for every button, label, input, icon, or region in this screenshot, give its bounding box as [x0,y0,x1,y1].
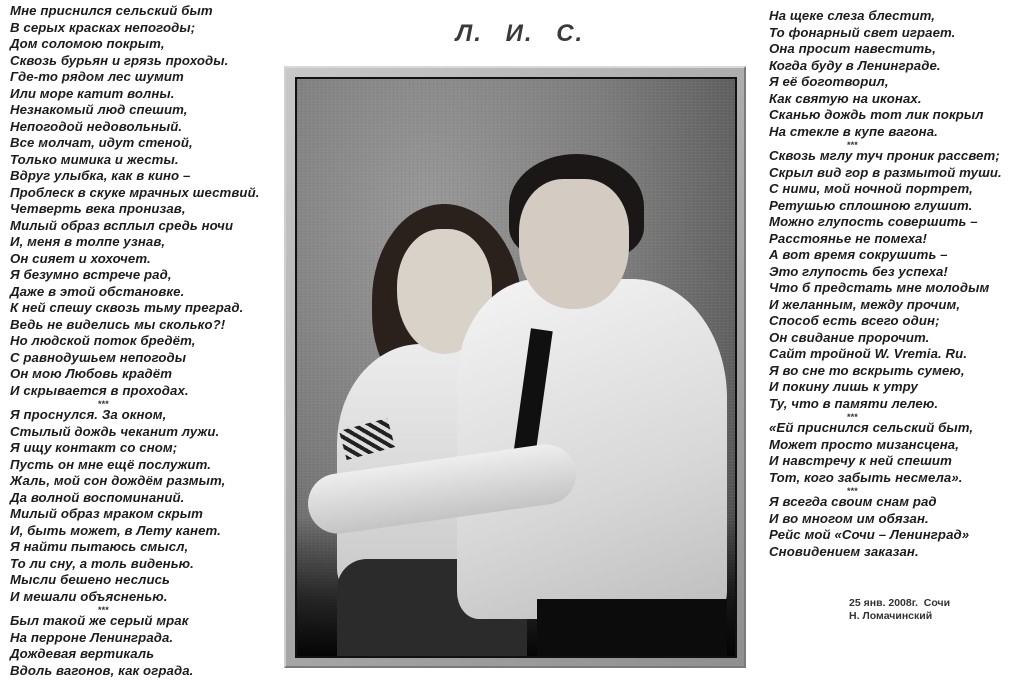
poem-line: С равнодушьем непогоды [10,349,187,365]
poem-line: Проблеск в скуке мрачных шествий. [10,184,260,200]
poem-line: То фонарный свет играет. [769,24,956,40]
stanza-separator: *** [847,412,858,422]
poem-line: Где-то рядом лес шумит [10,69,184,84]
poem-line: Может просто мизансцена, [769,436,959,452]
poem-line: Милый образ всплыл средь ночи [10,217,234,233]
poem-line: Вдоль вагонов, как ограда. [10,662,194,678]
poem-line: Как святую на иконах. [769,90,922,106]
poem-line: Ведь не виделись мы сколько?! [10,316,226,332]
poem-line: «Ей приснился сельский быт, [769,420,974,435]
poem-line: Дом соломою покрыт, [10,36,165,51]
poem-line: И покину лишь к утру [769,379,918,394]
stanza-separator: *** [847,486,858,496]
poem-line: Я во сне то вскрыть сумею, [769,362,965,378]
man-shirt [457,279,727,619]
poem-line: И навстречу к ней спешит [769,453,952,468]
poem-line: Сквозь бурьян и грязь проходы. [10,52,229,68]
poem-line: Ретушью сплошною глушит. [769,197,973,213]
poem-line: Вдруг улыбка, как в кино – [10,168,191,183]
poem-line: Все молчат, идут стеной, [10,135,193,150]
poem-line: И скрывается в проходах. [10,382,189,398]
poem-line: Но людской поток бредёт, [10,333,196,348]
poem-line: Тот, кого забыть несмела». [769,469,963,485]
poem-line: Скрыл вид гор в размытой туши. [769,164,1002,180]
poem-line: На щеке слеза блестит, [769,8,936,23]
poem-line: Только мимика и жесты. [10,151,179,167]
poem-line: Непогодой недовольный. [10,118,183,134]
poem-line: К ней спешу сквозь тьму преград. [10,300,244,315]
poem-line: Незнакомый люд спешит, [10,102,188,117]
signature-author: Н. Ломачинский [849,610,933,622]
poem-line: Мне приснился сельский быт [10,3,213,18]
poem-line: Милый образ мраком скрыт [10,506,203,521]
poem-line: И мешали объясненью. [10,588,168,604]
poem-line: И, быть может, в Лету канет. [10,522,221,538]
signature [849,597,950,623]
photo-frame [284,66,746,668]
poem-line: Или море катит волны. [10,85,175,101]
poem-line: Я найти пытаюсь смысл, [10,539,189,554]
poem-line: Мысли бешено неслись [10,572,170,587]
poem-line: Ту, что в памяти лелею. [769,395,939,411]
poem-line: Дождевая вертикаль [10,646,155,661]
poem-line: Расстоянье не помеха! [769,230,927,246]
poem-line: Я всегда своим снам рад [769,494,937,509]
poem-line: Даже в этой обстановке. [10,283,185,299]
poem-line: Сканью дождь тот лик покрыл [769,107,984,122]
poem-line: Был такой же серый мрак [10,613,189,628]
poem-line: Да волной воспоминаний. [10,489,185,505]
poem-line: Что б предстать мне молодым [769,280,990,295]
poem-line: Жаль, мой сон дождём размыт, [10,473,226,488]
poem-line: Сновидением заказан. [769,543,919,559]
poem-line: Я ищу контакт со сном; [10,440,178,455]
poem-line: Я её боготворил, [769,74,889,89]
poem-line: Четверть века пронизав, [10,201,186,216]
poem-line: С ними, мой ночной портрет, [769,181,973,196]
poem-line: И, меня в толпе узнав, [10,234,166,249]
poem-line: Он сияет и хохочет. [10,250,151,266]
poem-line: Стылый дождь чеканит лужи. [10,423,220,439]
poem-line: Это глупость без успеха! [769,263,948,279]
poem-right-column [769,8,1002,560]
man-pants [537,599,727,658]
poem-line: Он мою Любовь крадёт [10,366,173,381]
poem-line: Способ есть всего один; [769,313,940,328]
poem-line: На стекле в купе вагона. [769,123,938,139]
poem-line: И во многом им обязан. [769,510,929,526]
poem-line: Сайт тройной W. Vremia. Ru. [769,346,968,361]
poem-line: Я проснулся. За окном, [10,407,167,422]
poem-line: Я безумно встрече рад, [10,267,172,282]
poem-line: То ли сну, а толь виденью. [10,555,194,571]
couple-photo [295,77,737,658]
poem-line: Он свидание пророчит. [769,329,930,345]
poem-line: А вот время сокрушить – [769,247,948,262]
stanza-separator: *** [98,399,109,409]
stanza-separator: *** [98,605,109,615]
poem-line: Она просит навестить, [769,41,937,56]
signature-date-place: 25 янв. 2008г. Сочи [849,597,951,609]
stanza-separator: *** [847,140,858,150]
poem-line: На перроне Ленинграда. [10,629,174,645]
poem-line: В серых красках непогоды; [10,19,196,35]
poem-line: Сквозь мглу туч проник рассвет; [769,148,1000,163]
poem-line: Можно глупость совершить – [769,214,978,229]
poem-line: И желанным, между прочим, [769,296,961,312]
poem-line: Рейс мой «Сочи – Ленинград» [769,527,970,542]
poem-line: Пусть он мне ещё послужит. [10,456,211,472]
man-face [519,179,629,309]
poem-title: Л. И. С. [455,20,585,47]
poem-left-column [10,3,260,679]
poem-line: Когда буду в Ленинграде. [769,57,941,73]
